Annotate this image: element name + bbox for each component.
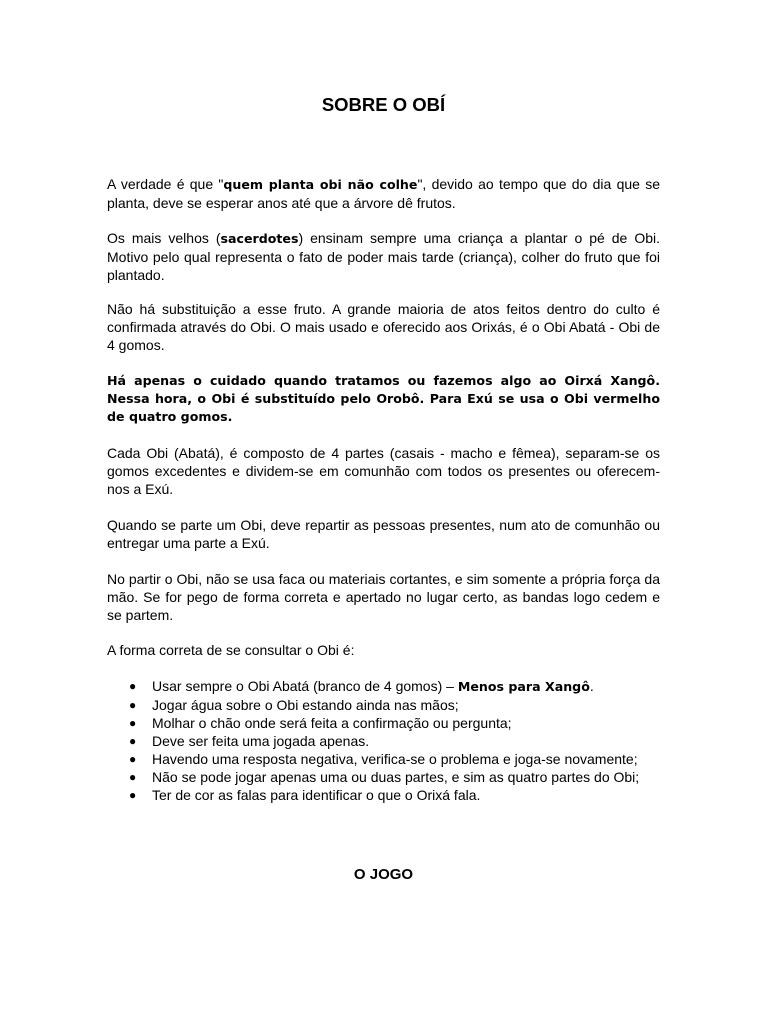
list-item-text: Molhar o chão onde será feita a confirmação ou pergunta; [152, 715, 512, 731]
paragraph-consult-intro: A forma correta de se consultar o Obi é: [107, 642, 355, 658]
bullet-icon: ● [129, 679, 137, 693]
list-item-text: Deve ser feita uma jogada apenas. [152, 733, 370, 749]
paragraph-intro [107, 175, 660, 212]
list-item [107, 786, 660, 804]
paragraph-composition: Cada Obi (Abatá), é composto de 4 partes (casais - macho e fêmea), separam-se os gomos excedentes e dividem-se em comunhão com todos os presentes ou oferecem-nos a Exú. [107, 445, 660, 497]
list-item [107, 696, 660, 714]
list-item [107, 750, 660, 768]
bullet-icon: ● [129, 734, 137, 748]
paragraph-elders-bold: sacerdotes [220, 231, 299, 246]
list-item-text: Ter de cor as falas para identificar o que o Orixá fala. [152, 787, 481, 803]
paragraph-elders-text-end: ) ensinam sempre uma criança a plantar o pé de Obi. Motivo pelo qual representa o fato de poder mais tarde (criança), colher do fruto que foi plantado. [107, 230, 660, 283]
bullet-icon: ● [129, 752, 137, 766]
list-item-text-start: Usar sempre o Obi Abatá (branco de 4 gomos) – [152, 678, 458, 694]
paragraph-intro-bold: quem planta obi não colhe [223, 177, 418, 192]
bullet-icon: ● [129, 788, 137, 802]
list-item-bold: Menos para Xangô [457, 679, 590, 694]
list-item [107, 677, 660, 696]
paragraph-elders-text-start: Os mais velhos ( [107, 230, 221, 246]
list-item [107, 732, 660, 750]
consult-rules-list [107, 677, 660, 804]
bullet-icon: ● [129, 698, 137, 712]
list-item [107, 714, 660, 732]
list-item-text-end: . [589, 678, 594, 694]
paragraph-sharing: Quando se parte um Obi, deve repartir as pessoas presentes, num ato de comunhão ou entregar uma parte a Exú. [107, 517, 660, 551]
paragraph-intro-text-end: ", devido ao tempo que do dia que se planta, deve se esperar anos até que a árvore dê frutos. [107, 176, 660, 211]
page-title: SOBRE O OBÍ [321, 94, 446, 115]
bullet-icon: ● [129, 770, 137, 784]
bullet-icon: ● [129, 716, 137, 730]
paragraph-breaking: No partir o Obi, não se usa faca ou materiais cortantes, e sim somente a própria força da mão. Se for pego de forma correta e apertado no lugar certo, as bandas logo cedem e se partem. [107, 571, 660, 623]
list-item-text: Havendo uma resposta negativa, verifica-se o problema e joga-se novamente; [152, 751, 638, 767]
paragraph-substitution: Não há substituição a esse fruto. A grande maioria de atos feitos dentro do culto é confirmada através do Obi. O mais usado e oferecido aos Orixás, é o Obi Abatá - Obi de 4 gomos. [107, 301, 660, 353]
paragraph-elders [107, 229, 660, 284]
list-item-text: Jogar água sobre o Obi estando ainda nas mãos; [152, 697, 459, 713]
list-item-text: Não se pode jogar apenas uma ou duas partes, e sim as quatro partes do Obi; [152, 769, 640, 785]
paragraph-xango-warning: Há apenas o cuidado quando tratamos ou fazemos algo ao Oirxá Xangô. Nessa hora, o Obi é substituído pelo Orobô. Para Exú se usa o Obi vermelho de quatro gomos. [107, 373, 660, 424]
paragraph-intro-text-start: A verdade é que " [107, 176, 224, 192]
section-heading: O JOGO [353, 866, 414, 883]
list-item [107, 768, 660, 786]
